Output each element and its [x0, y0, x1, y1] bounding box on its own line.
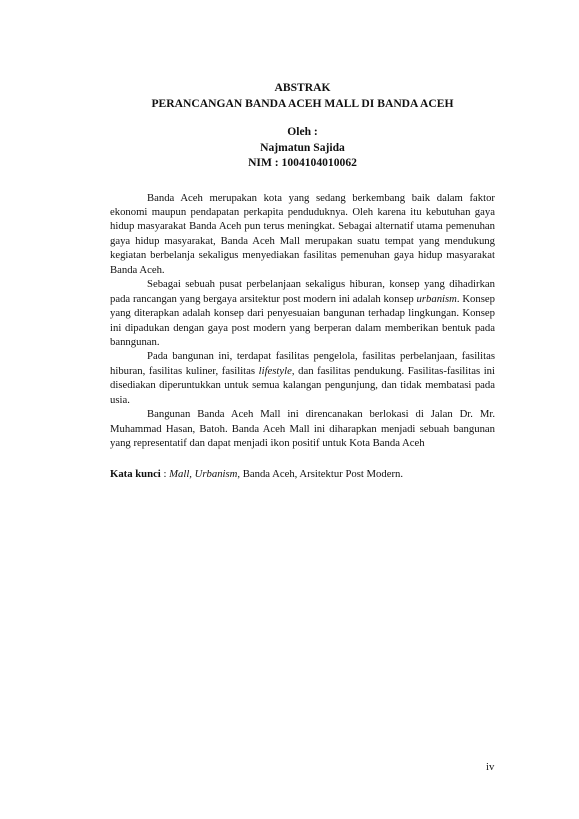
paragraph-1 — [110, 191, 495, 278]
page-number: iv — [486, 761, 495, 773]
keywords-line — [110, 467, 495, 482]
paragraph-3-text-b: , dan fasilitas pendukung. Fasilitas-fasilitas ini disediakan diperuntukkan untuk semua kalangan pengunjung, dan tidak membatasi pada usia. — [110, 364, 495, 406]
document-page — [110, 80, 495, 481]
paragraph-3-italic-term: lifestyle — [258, 364, 292, 377]
keywords-label: Kata kunci — [110, 467, 161, 480]
paragraph-2-text-b: . Konsep yang diterapkan adalah konsep dari penyesuaian bangunan terhadap lingkungan. Konsep ini dipadukan dengan gaya post modern yang berperan dalam memberikan bentuk pada banngunan. — [110, 292, 495, 349]
author-name: Najmatun Sajida — [260, 140, 345, 154]
keywords-italic: Mall, Urbanism — [169, 467, 238, 480]
paragraph-3-text-a: Pada bangunan ini, terdapat fasilitas pengelola, fasilitas perbelanjaan, fasilitas hiburan, fasilitas kuliner, fasilitas — [110, 350, 495, 377]
paragraph-4-text: Bangunan Banda Aceh Mall ini direncanakan berlokasi di Jalan Dr. Mr. Muhammad Hasan, Batoh. Banda Aceh Mall ini diharapkan menjadi sebuah bangunan yang representatif dan dapat menjadi ikon positif untuk Kota Banda Aceh — [110, 408, 495, 450]
keywords-rest: , Banda Aceh, Arsitektur Post Modern. — [237, 467, 404, 480]
abstract-header — [110, 80, 495, 171]
paragraph-4 — [110, 407, 495, 450]
keywords-separator: : — [160, 467, 170, 480]
paragraph-2-text-a: Sebagai sebuah pusat perbelanjaan sekaligus hiburan, konsep yang dihadirkan pada rancangan yang bergaya arsitektur post modern ini adalah konsep — [110, 278, 495, 305]
abstract-title: ABSTRAK — [274, 81, 331, 94]
student-id: NIM : 1004104010062 — [248, 156, 357, 169]
paragraph-2 — [110, 277, 495, 349]
paragraph-2-italic-term: urbanism — [416, 292, 457, 305]
thesis-title: PERANCANGAN BANDA ACEH MALL DI BANDA ACEH — [151, 96, 454, 110]
abstract-body — [110, 191, 495, 451]
paragraph-3 — [110, 349, 495, 407]
paragraph-1-text: Banda Aceh merupakan kota yang sedang berkembang baik dalam faktor ekonomi maupun pendapatan perkapita penduduknya. Oleh karena itu kebutuhan gaya hidup masyarakat Banda Aceh pun terus meningkat. Sebagai alternatif utama pemenuhan gaya hidup masyarakat, Banda Aceh Mall merupakan suatu tempat yang mendukung kegiatan berbelanja sekaligus menyediakan fasilitas pemenuhan gaya hidup masyarakat Banda Aceh. — [110, 191, 495, 276]
header-spacer — [110, 111, 495, 124]
by-label: Oleh : — [287, 125, 318, 138]
